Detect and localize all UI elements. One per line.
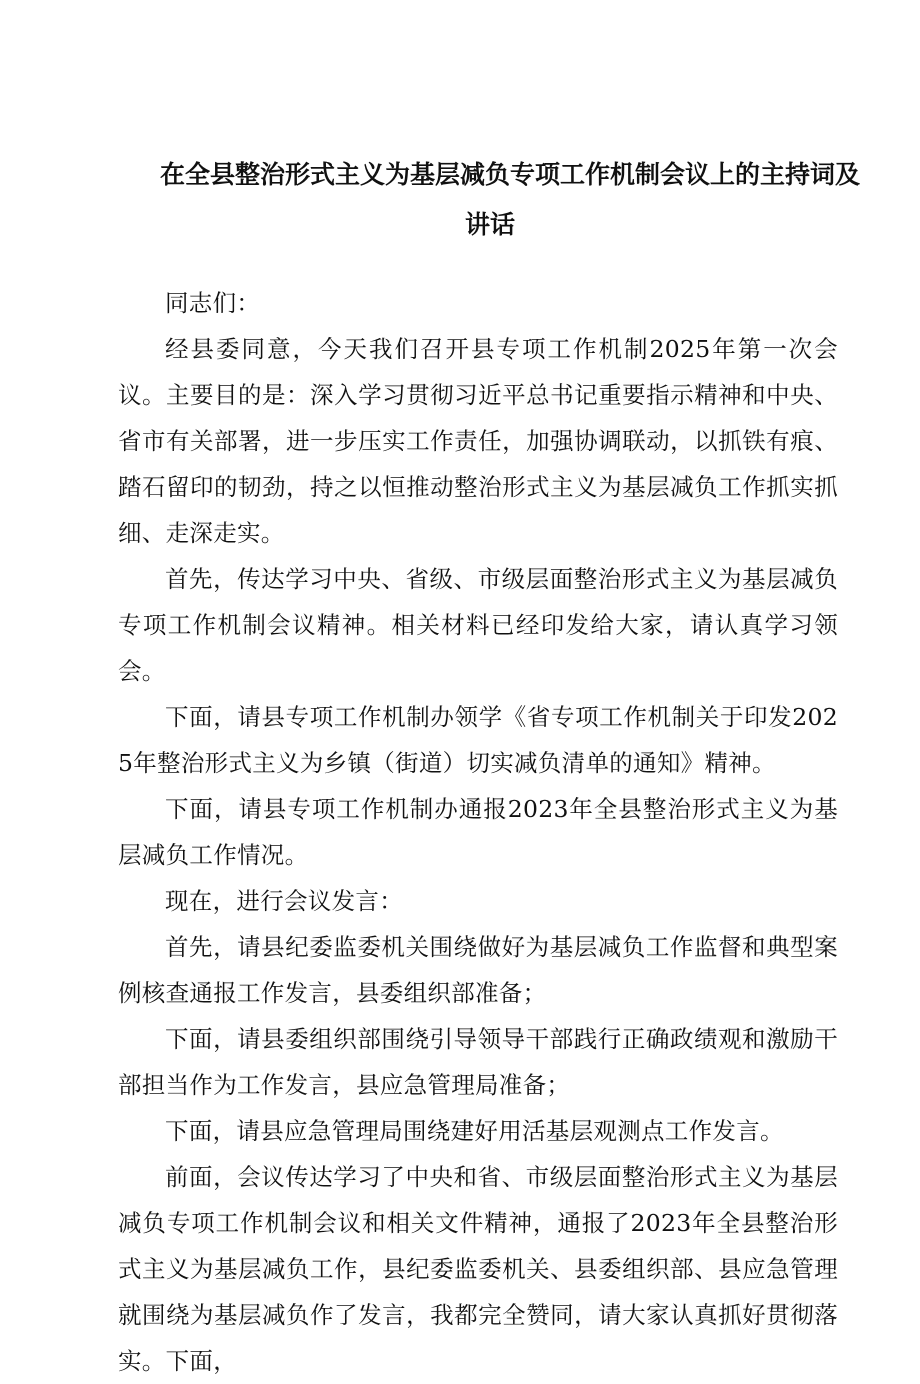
paragraph-opening: 经县委同意，今天我们召开县专项工作机制2025年第一次会议。主要目的是：深入学习贯彻习近平总书记重要指示精神和中央、省市有关部署，进一步压实工作责任，加强协调联动，以抓铁有痕、踏石留印的韧劲，持之以恒推动整治形式主义为基层减负工作抓实抓细、走深走实。 bbox=[118, 335, 838, 547]
document-body bbox=[118, 280, 838, 1384]
title-line-2: 讲话 bbox=[464, 210, 515, 239]
paragraph-speech-3: 下面，请县应急管理局围绕建好用活基层观测点工作发言。 bbox=[165, 1117, 784, 1145]
paragraph-report: 下面，请县专项工作机制办通报2023年全县整治形式主义为基层减负工作情况。 bbox=[118, 795, 838, 869]
paragraph-first-item: 首先，传达学习中央、省级、市级层面整治形式主义为基层减负专项工作机制会议精神。相关材料已经印发给大家，请认真学习领会。 bbox=[118, 565, 838, 685]
paragraph-speech-2: 下面，请县委组织部围绕引导领导干部践行正确政绩观和激励干部担当作为工作发言，县应急管理局准备； bbox=[118, 1025, 838, 1099]
paragraph-speeches-intro: 现在，进行会议发言： bbox=[165, 887, 403, 915]
paragraph-summary: 前面，会议传达学习了中央和省、市级层面整治形式主义为基层减负专项工作机制会议和相关文件精神，通报了2023年全县整治形式主义为基层减负工作，县纪委监委机关、县委组织部、县应急管理就围绕为基层减负作了发言，我都完全赞同，请大家认真抓好贯彻落实。下面， bbox=[118, 1163, 838, 1375]
paragraph-study-notice: 下面，请县专项工作机制办领学《省专项工作机制关于印发2025年整治形式主义为乡镇（街道）切实减负清单的通知》精神。 bbox=[118, 703, 838, 777]
title-line-1: 在全县整治形式主义为基层减负专项工作机制会议上的主持词及 bbox=[160, 160, 861, 189]
paragraph-speech-1: 首先，请县纪委监委机关围绕做好为基层减负工作监督和典型案例核查通报工作发言，县委组织部准备； bbox=[118, 933, 838, 1007]
document-title bbox=[160, 150, 861, 250]
greeting: 同志们： bbox=[165, 289, 261, 317]
